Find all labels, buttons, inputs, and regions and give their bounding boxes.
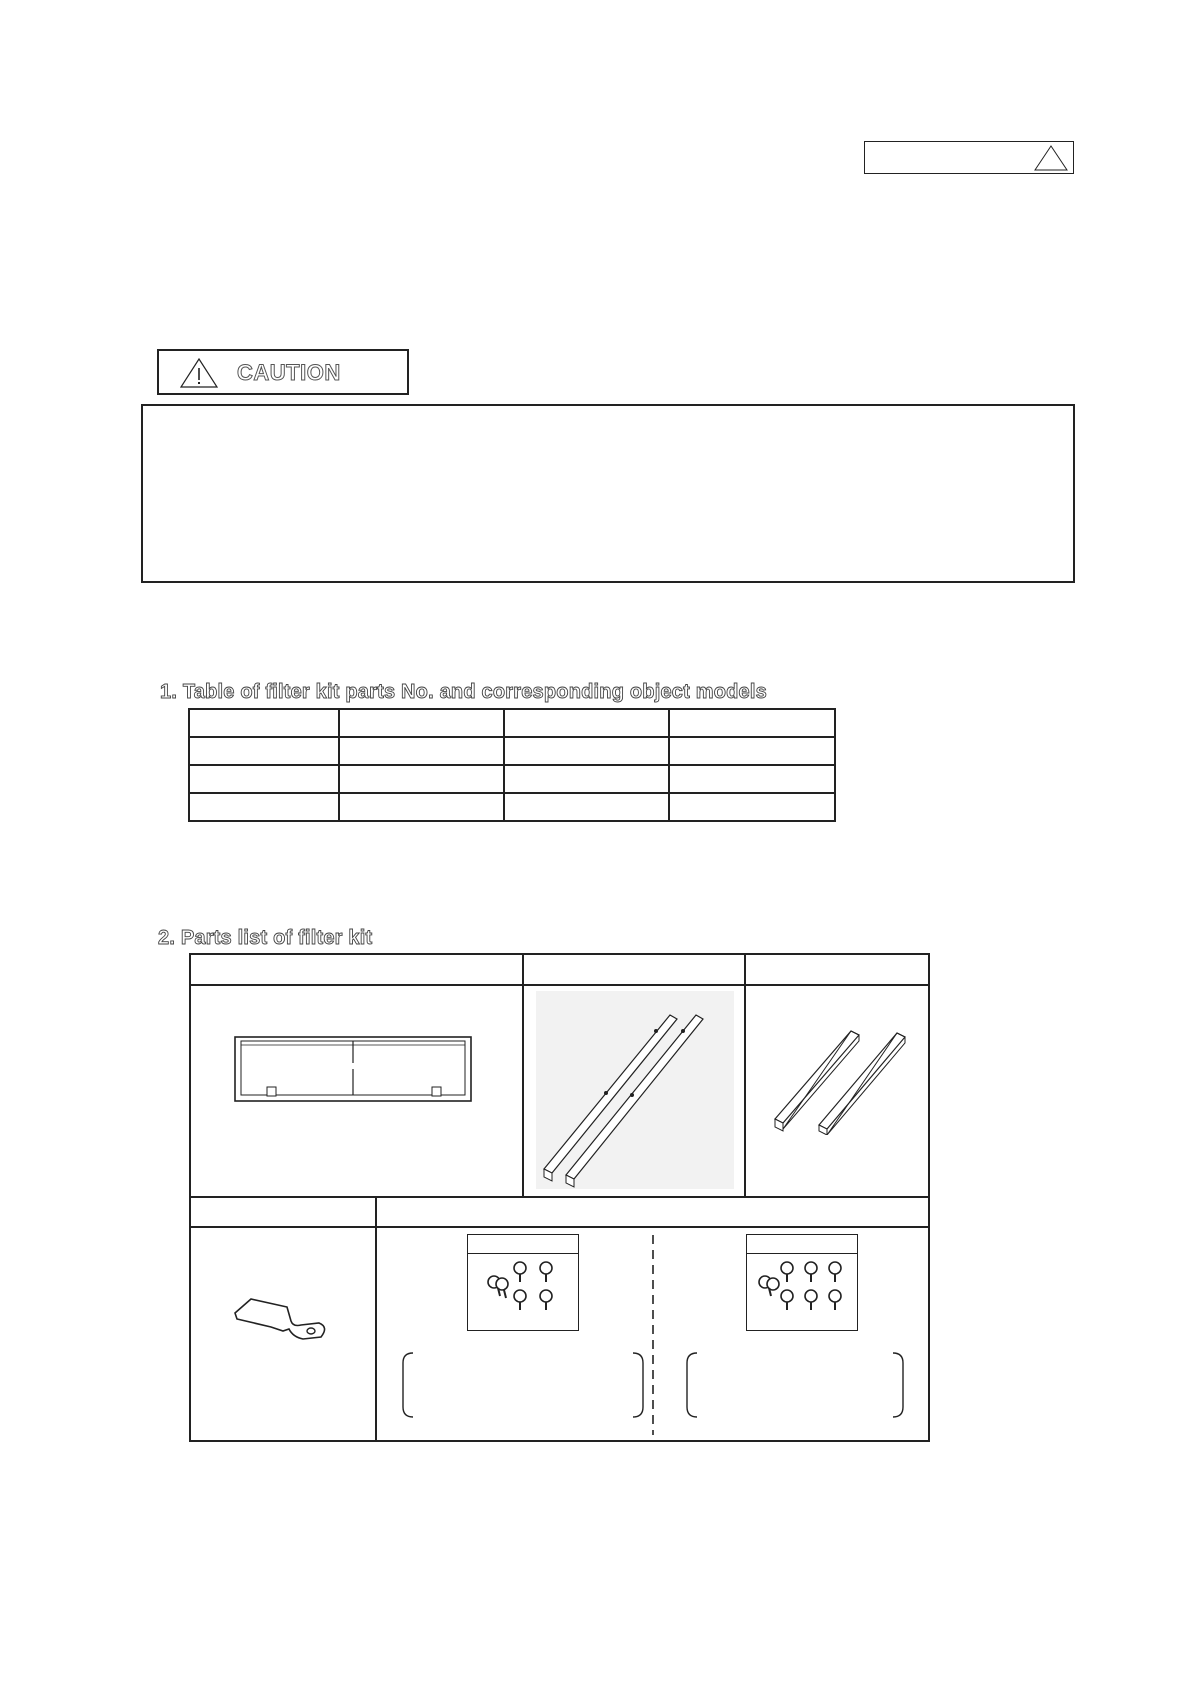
table-cell — [339, 793, 504, 821]
warning-triangle-icon — [1033, 144, 1069, 172]
table-cell — [339, 737, 504, 765]
table-cell — [189, 765, 339, 793]
table-row — [189, 793, 835, 821]
parts-list-grid — [189, 953, 930, 1442]
caution-warning-icon — [179, 357, 219, 389]
grid-line — [522, 955, 524, 1198]
filter-kit-models-table — [188, 708, 836, 822]
notice-box — [864, 141, 1074, 174]
note-brackets — [401, 1349, 921, 1425]
table-cell — [189, 737, 339, 765]
grid-line — [375, 1196, 377, 1440]
grid-line — [744, 955, 746, 1198]
caution-label — [157, 349, 409, 395]
seal-bar-drawing — [771, 1025, 919, 1135]
table-cell — [339, 709, 504, 737]
screw-bag-6pcs — [467, 1234, 579, 1331]
table-cell — [339, 765, 504, 793]
grid-line — [191, 1226, 928, 1228]
table-cell — [669, 793, 835, 821]
table-row — [189, 709, 835, 737]
filter-rail-drawing — [536, 991, 734, 1189]
table-cell — [504, 709, 669, 737]
table-cell — [504, 765, 669, 793]
section2-heading: 2. Parts list of filter kit — [158, 927, 373, 949]
section1-heading: 1. Table of filter kit parts No. and corresponding object models — [160, 681, 767, 703]
table-row — [189, 737, 835, 765]
table-cell — [669, 737, 835, 765]
grid-line — [191, 984, 928, 986]
table-cell — [189, 793, 339, 821]
table-cell — [669, 765, 835, 793]
filter-frame-drawing — [233, 1035, 473, 1107]
table-row — [189, 765, 835, 793]
table-cell — [504, 793, 669, 821]
table-cell — [669, 709, 835, 737]
table-cell — [504, 737, 669, 765]
table-cell — [189, 709, 339, 737]
caution-body — [141, 404, 1075, 583]
screws-icon — [747, 1254, 857, 1330]
screw-bag-8pcs — [746, 1234, 858, 1331]
caution-title: CAUTION — [237, 360, 341, 385]
dashed-divider — [651, 1235, 655, 1435]
bracket-drawing — [233, 1293, 333, 1343]
screws-icon — [468, 1254, 578, 1330]
grid-line — [191, 1196, 928, 1198]
